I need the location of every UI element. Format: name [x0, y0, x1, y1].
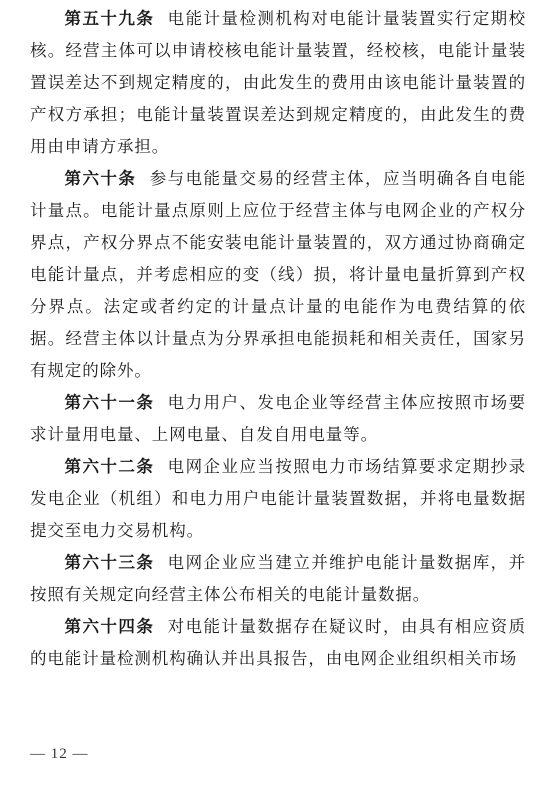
- article-text: 对电能计量数据存在疑议时，由具有相应资质的电能计量检测机构确认并出具报告，由电网企业组织相关市场: [30, 617, 527, 668]
- article-number: 第六十四条: [64, 617, 155, 636]
- article-63: [30, 547, 526, 611]
- article-number: 第六十一条: [64, 393, 155, 412]
- article-text: 电网企业应当按照电力市场结算要求定期抄录发电企业（机组）和电力用户电能计量装置数据，并将电量数据提交至电力交易机构。: [30, 457, 527, 540]
- article-text: 参与电能量交易的经营主体，应当明确各自电能计量点。电能计量点原则上应位于经营主体与电网企业的产权分界点，产权分界点不能安装电能计量装置的，双方通过协商确定电能计量点，并考虑相应的变（线）损，将计量电量折算到产权分界点。法定或者约定的计量点计量的电能作为电费结算的依据。经营主体以计量点为分界承担电能损耗和相关责任，国家另有规定的除外。: [30, 169, 526, 380]
- article-number: 第五十九条: [64, 9, 155, 28]
- page-number: — 12 —: [30, 746, 89, 762]
- article-64: [30, 611, 526, 675]
- article-number: 第六十条: [64, 169, 137, 188]
- article-59: [30, 3, 526, 163]
- article-60: [30, 163, 526, 387]
- article-number: 第六十三条: [64, 553, 155, 572]
- article-61: [30, 387, 526, 451]
- article-text: 电网企业应当建立并维护电能计量数据库，并按照有关规定向经营主体公布相关的电能计量数据。: [30, 553, 527, 604]
- article-62: [30, 451, 526, 547]
- article-text: 电能计量检测机构对电能计量装置实行定期校核。经营主体可以申请校核电能计量装置，经校核，电能计量装置误差达不到规定精度的，由此发生的费用由该电能计量装置的产权方承担；电能计量装置误差达到规定精度的，由此发生的费用由申请方承担。: [30, 9, 527, 156]
- article-text: 电力用户、发电企业等经营主体应按照市场要求计量用电量、上网电量、自发自用电量等。: [30, 393, 527, 444]
- article-number: 第六十二条: [64, 457, 155, 476]
